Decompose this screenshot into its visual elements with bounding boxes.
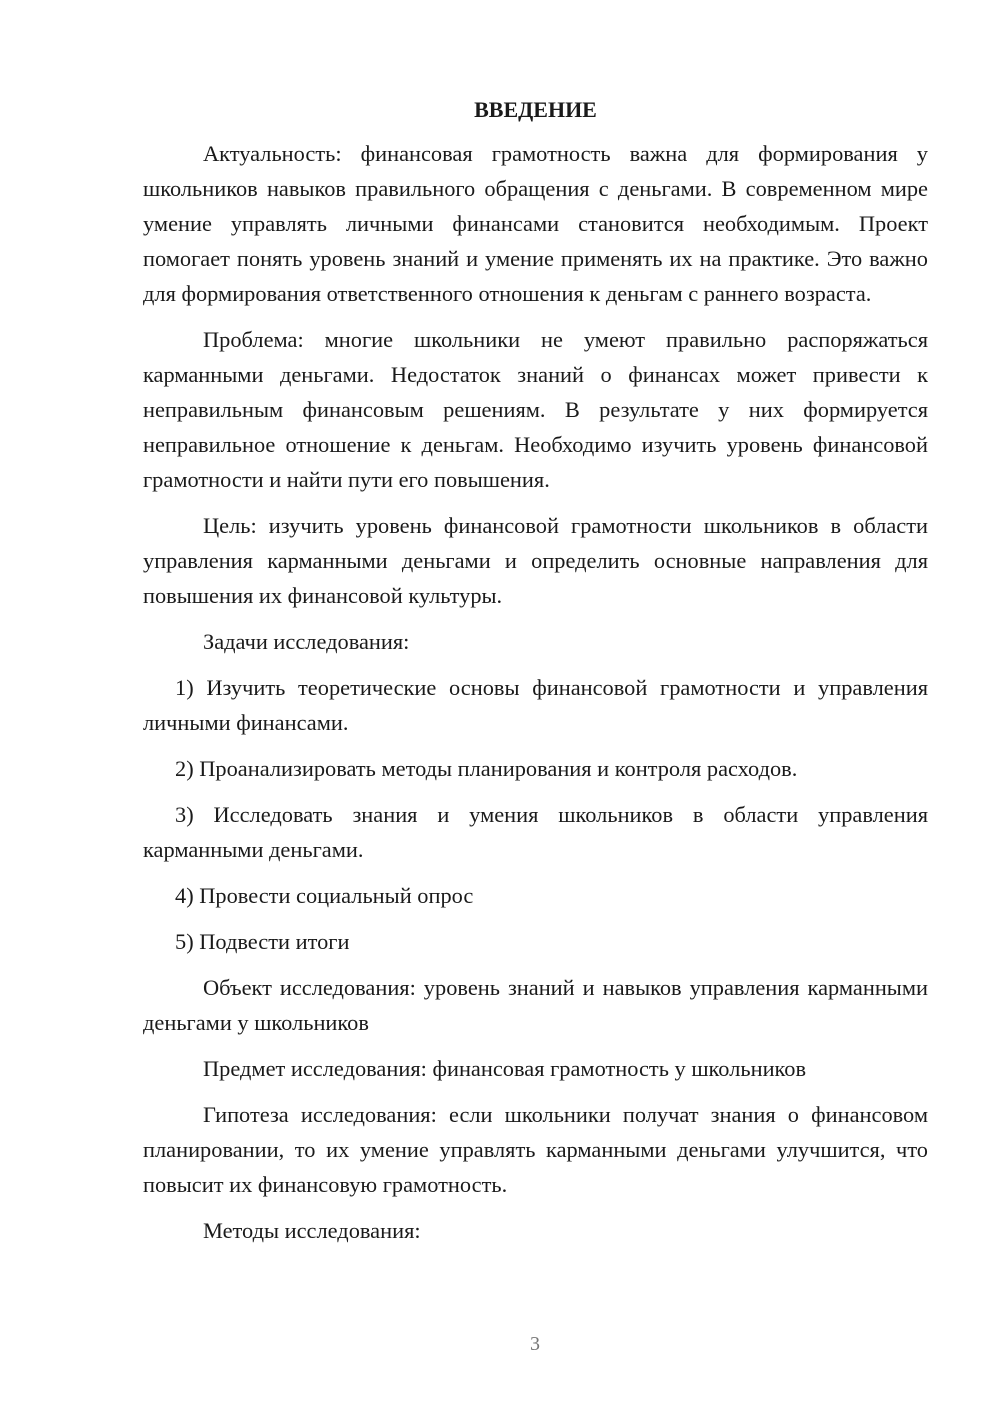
paragraph-problem: Проблема: многие школьники не умеют правильно распоряжаться карманными деньгами. Недостаток знаний о финансах может привести к неправильным финансовым решениям. В результате у них формируется неправильное отношение к деньгам. Необходимо изучить уровень финансовой грамотности и найти пути его повышения. [143, 327, 928, 492]
paragraph-subject: Предмет исследования: финансовая грамотность у школьников [203, 1056, 807, 1081]
page-number: 3 [530, 1333, 540, 1355]
paragraph-tasks-heading: Задачи исследования: [203, 629, 410, 654]
paragraph-relevance: Актуальность: финансовая грамотность важна для формирования у школьников навыков правильного обращения с деньгами. В современном мире умение управлять личными финансами становится необходимым. Проект помогает понять уровень знаний и умение применять их на практике. Это важно для формирования ответственного отношения к деньгам с раннего возраста. [143, 141, 928, 306]
task-item: 3) Исследовать знания и умения школьников в области управления карманными деньгами. [143, 802, 928, 862]
section-title: ВВЕДЕНИЕ [474, 97, 597, 122]
task-item: 2) Проанализировать методы планирования и контроля расходов. [175, 756, 798, 781]
paragraph-goal: Цель: изучить уровень финансовой грамотности школьников в области управления карманными деньгами и определить основные направления для повышения их финансовой культуры. [143, 513, 928, 608]
document-page [143, 92, 928, 1259]
paragraph-hypothesis: Гипотеза исследования: если школьники получат знания о финансовом планировании, то их умение управлять карманными деньгами улучшится, что повысит их финансовую грамотность. [143, 1102, 928, 1197]
paragraph-object: Объект исследования: уровень знаний и навыков управления карманными деньгами у школьников [143, 975, 928, 1035]
task-item: 5) Подвести итоги [175, 929, 350, 954]
task-item: 1) Изучить теоретические основы финансовой грамотности и управления личными финансами. [143, 675, 928, 735]
task-item: 4) Провести социальный опрос [175, 883, 474, 908]
paragraph-methods: Методы исследования: [203, 1218, 421, 1243]
